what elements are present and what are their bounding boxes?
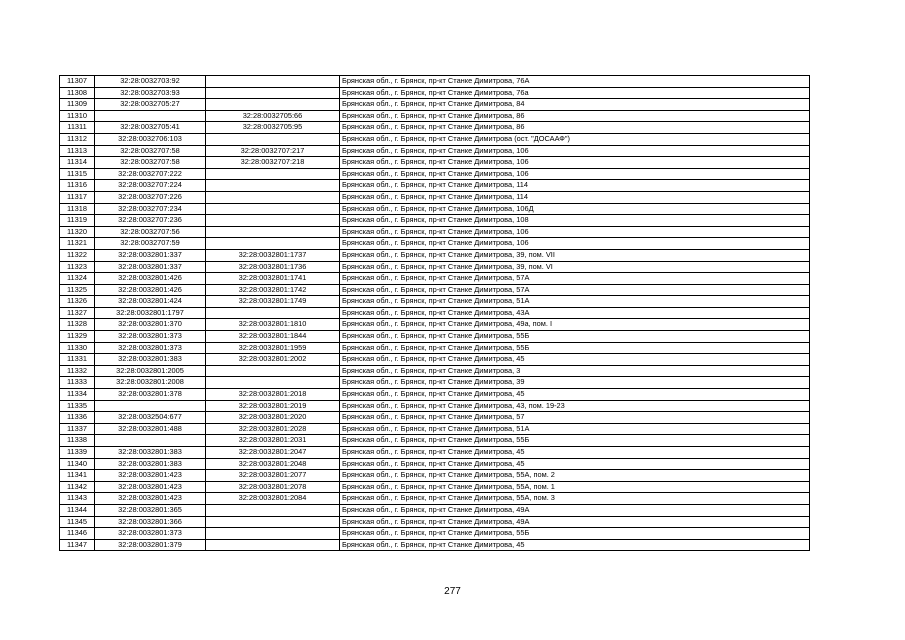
address-cell: Брянская обл., г. Брянск, пр-кт Станке Димитрова, 57А: [340, 273, 810, 285]
building-cadastral-number-cell: [206, 238, 340, 250]
land-cadastral-number-cell: 32:28:0032801:488: [95, 423, 206, 435]
building-cadastral-number-cell: 32:28:0032707:217: [206, 145, 340, 157]
land-cadastral-number-cell: 32:28:0032801:378: [95, 389, 206, 401]
address-cell: Брянская обл., г. Брянск, пр-кт Станке Димитрова, 39, пом. VI: [340, 261, 810, 273]
row-number-cell: 11321: [60, 238, 95, 250]
row-number-cell: 11312: [60, 133, 95, 145]
table-row: [60, 400, 810, 412]
building-cadastral-number-cell: 32:28:0032801:1844: [206, 331, 340, 343]
row-number-cell: 11336: [60, 412, 95, 424]
land-cadastral-number-cell: 32:28:0032801:373: [95, 331, 206, 343]
building-cadastral-number-cell: [206, 516, 340, 528]
row-number-cell: 11340: [60, 458, 95, 470]
building-cadastral-number-cell: 32:28:0032801:1742: [206, 284, 340, 296]
land-cadastral-number-cell: 32:28:0032801:383: [95, 458, 206, 470]
row-number-cell: 11341: [60, 470, 95, 482]
land-cadastral-number-cell: 32:28:0032707:234: [95, 203, 206, 215]
land-cadastral-number-cell: 32:28:0032801:423: [95, 493, 206, 505]
address-cell: Брянская обл., г. Брянск, пр-кт Станке Димитрова, 86: [340, 122, 810, 134]
address-cell: Брянская обл., г. Брянск, пр-кт Станке Димитрова, 49А: [340, 504, 810, 516]
table-row: [60, 342, 810, 354]
row-number-cell: 11319: [60, 215, 95, 227]
land-cadastral-number-cell: 32:28:0032801:423: [95, 481, 206, 493]
address-cell: Брянская обл., г. Брянск, пр-кт Станке Димитрова, 39: [340, 377, 810, 389]
page-number: 277: [444, 586, 461, 597]
land-cadastral-number-cell: 32:28:0032707:58: [95, 145, 206, 157]
land-cadastral-number-cell: 32:28:0032801:337: [95, 261, 206, 273]
table-row: [60, 319, 810, 331]
table-row: [60, 145, 810, 157]
building-cadastral-number-cell: [206, 76, 340, 88]
address-cell: Брянская обл., г. Брянск, пр-кт Станке Димитрова, 45: [340, 539, 810, 551]
building-cadastral-number-cell: 32:28:0032801:1959: [206, 342, 340, 354]
table-row: [60, 423, 810, 435]
building-cadastral-number-cell: 32:28:0032801:2078: [206, 481, 340, 493]
table-row: [60, 99, 810, 111]
building-cadastral-number-cell: 32:28:0032801:2031: [206, 435, 340, 447]
address-cell: Брянская обл., г. Брянск, пр-кт Станке Димитрова, 106: [340, 157, 810, 169]
building-cadastral-number-cell: 32:28:0032801:2047: [206, 447, 340, 459]
land-cadastral-number-cell: 32:28:0032707:224: [95, 180, 206, 192]
table-row: [60, 354, 810, 366]
table-row: [60, 110, 810, 122]
row-number-cell: 11343: [60, 493, 95, 505]
table-row: [60, 157, 810, 169]
address-cell: Брянская обл., г. Брянск, пр-кт Станке Димитрова, 43, пом. 19-23: [340, 400, 810, 412]
building-cadastral-number-cell: [206, 504, 340, 516]
address-cell: Брянская обл., г. Брянск, пр-кт Станке Димитрова, 55А, пом. 3: [340, 493, 810, 505]
row-number-cell: 11344: [60, 504, 95, 516]
row-number-cell: 11320: [60, 226, 95, 238]
row-number-cell: 11345: [60, 516, 95, 528]
table-row: [60, 296, 810, 308]
address-cell: Брянская обл., г. Брянск, пр-кт Станке Димитрова, 76а: [340, 87, 810, 99]
address-cell: Брянская обл., г. Брянск, пр-кт Станке Димитрова, 84: [340, 99, 810, 111]
table-row: [60, 133, 810, 145]
row-number-cell: 11338: [60, 435, 95, 447]
row-number-cell: 11318: [60, 203, 95, 215]
row-number-cell: 11311: [60, 122, 95, 134]
row-number-cell: 11342: [60, 481, 95, 493]
row-number-cell: 11327: [60, 307, 95, 319]
table-row: [60, 377, 810, 389]
row-number-cell: 11328: [60, 319, 95, 331]
land-cadastral-number-cell: 32:28:0032801:383: [95, 354, 206, 366]
land-cadastral-number-cell: 32:28:0032801:423: [95, 470, 206, 482]
table-row: [60, 284, 810, 296]
building-cadastral-number-cell: [206, 180, 340, 192]
table-row: [60, 76, 810, 88]
land-cadastral-number-cell: 32:28:0032707:59: [95, 238, 206, 250]
land-cadastral-number-cell: 32:28:0032707:58: [95, 157, 206, 169]
row-number-cell: 11333: [60, 377, 95, 389]
address-cell: Брянская обл., г. Брянск, пр-кт Станке Димитрова, 114: [340, 191, 810, 203]
land-cadastral-number-cell: 32:28:0032707:56: [95, 226, 206, 238]
table-row: [60, 307, 810, 319]
address-cell: Брянская обл., г. Брянск, пр-кт Станке Димитрова, 51А: [340, 423, 810, 435]
address-cell: Брянская обл., г. Брянск, пр-кт Станке Димитрова, 49А: [340, 516, 810, 528]
table-row: [60, 528, 810, 540]
row-number-cell: 11323: [60, 261, 95, 273]
land-cadastral-number-cell: [95, 110, 206, 122]
table-row: [60, 87, 810, 99]
building-cadastral-number-cell: [206, 203, 340, 215]
land-cadastral-number-cell: [95, 435, 206, 447]
address-cell: Брянская обл., г. Брянск, пр-кт Станке Димитрова, 45: [340, 458, 810, 470]
address-cell: Брянская обл., г. Брянск, пр-кт Станке Димитрова, 55Б: [340, 342, 810, 354]
land-cadastral-number-cell: 32:28:0032707:222: [95, 168, 206, 180]
building-cadastral-number-cell: [206, 528, 340, 540]
land-cadastral-number-cell: 32:28:0032801:370: [95, 319, 206, 331]
address-cell: Брянская обл., г. Брянск, пр-кт Станке Димитрова, 51А: [340, 296, 810, 308]
table-row: [60, 168, 810, 180]
land-cadastral-number-cell: 32:28:0032703:92: [95, 76, 206, 88]
building-cadastral-number-cell: 32:28:0032801:2019: [206, 400, 340, 412]
row-number-cell: 11331: [60, 354, 95, 366]
row-number-cell: 11325: [60, 284, 95, 296]
address-cell: Брянская обл., г. Брянск, пр-кт Станке Димитрова, 55А, пом. 1: [340, 481, 810, 493]
row-number-cell: 11347: [60, 539, 95, 551]
address-cell: Брянская обл., г. Брянск, пр-кт Станке Димитрова, 45: [340, 354, 810, 366]
row-number-cell: 11334: [60, 389, 95, 401]
land-cadastral-number-cell: 32:28:0032706:103: [95, 133, 206, 145]
address-cell: Брянская обл., г. Брянск, пр-кт Станке Димитрова, 106: [340, 238, 810, 250]
table-row: [60, 493, 810, 505]
building-cadastral-number-cell: [206, 539, 340, 551]
row-number-cell: 11337: [60, 423, 95, 435]
table-row: [60, 365, 810, 377]
row-number-cell: 11332: [60, 365, 95, 377]
land-cadastral-number-cell: 32:28:0032707:226: [95, 191, 206, 203]
building-cadastral-number-cell: [206, 87, 340, 99]
table-row: [60, 504, 810, 516]
table-row: [60, 238, 810, 250]
table-row: [60, 516, 810, 528]
building-cadastral-number-cell: 32:28:0032801:2028: [206, 423, 340, 435]
address-cell: Брянская обл., г. Брянск, пр-кт Станке Димитрова, 3: [340, 365, 810, 377]
land-cadastral-number-cell: 32:28:0032705:41: [95, 122, 206, 134]
row-number-cell: 11307: [60, 76, 95, 88]
building-cadastral-number-cell: 32:28:0032801:2048: [206, 458, 340, 470]
address-cell: Брянская обл., г. Брянск, пр-кт Станке Димитрова, 106: [340, 226, 810, 238]
table-row: [60, 273, 810, 285]
address-cell: Брянская обл., г. Брянск, пр-кт Станке Димитрова, 39, пом. VII: [340, 249, 810, 261]
land-cadastral-number-cell: 32:28:0032801:2008: [95, 377, 206, 389]
building-cadastral-number-cell: [206, 99, 340, 111]
row-number-cell: 11316: [60, 180, 95, 192]
building-cadastral-number-cell: 32:28:0032801:2020: [206, 412, 340, 424]
address-cell: Брянская обл., г. Брянск, пр-кт Станке Димитрова, 45: [340, 389, 810, 401]
row-number-cell: 11339: [60, 447, 95, 459]
building-cadastral-number-cell: [206, 191, 340, 203]
building-cadastral-number-cell: [206, 168, 340, 180]
building-cadastral-number-cell: 32:28:0032801:1810: [206, 319, 340, 331]
land-cadastral-number-cell: 32:28:0032801:379: [95, 539, 206, 551]
building-cadastral-number-cell: 32:28:0032801:2077: [206, 470, 340, 482]
land-cadastral-number-cell: 32:28:0032801:1797: [95, 307, 206, 319]
address-cell: Брянская обл., г. Брянск, пр-кт Станке Димитрова, 106Д: [340, 203, 810, 215]
address-cell: Брянская обл., г. Брянск, пр-кт Станке Димитрова, 43А: [340, 307, 810, 319]
register-table: [59, 75, 810, 551]
row-number-cell: 11346: [60, 528, 95, 540]
row-number-cell: 11329: [60, 331, 95, 343]
table-row: [60, 122, 810, 134]
address-cell: Брянская обл., г. Брянск, пр-кт Станке Димитрова, 55Б: [340, 331, 810, 343]
row-number-cell: 11315: [60, 168, 95, 180]
table-row: [60, 470, 810, 482]
row-number-cell: 11335: [60, 400, 95, 412]
address-cell: Брянская обл., г. Брянск, пр-кт Станке Димитрова, 57А: [340, 284, 810, 296]
land-cadastral-number-cell: [95, 400, 206, 412]
row-number-cell: 11309: [60, 99, 95, 111]
land-cadastral-number-cell: 32:28:0032801:424: [95, 296, 206, 308]
land-cadastral-number-cell: 32:28:0032801:383: [95, 447, 206, 459]
building-cadastral-number-cell: 32:28:0032801:1749: [206, 296, 340, 308]
address-cell: Брянская обл., г. Брянск, пр-кт Станке Димитрова, 45: [340, 447, 810, 459]
address-cell: Брянская обл., г. Брянск, пр-кт Станке Димитрова, 76А: [340, 76, 810, 88]
row-number-cell: 11317: [60, 191, 95, 203]
building-cadastral-number-cell: 32:28:0032705:95: [206, 122, 340, 134]
row-number-cell: 11308: [60, 87, 95, 99]
land-cadastral-number-cell: 32:28:0032801:366: [95, 516, 206, 528]
register-table-body: [60, 76, 810, 551]
row-number-cell: 11330: [60, 342, 95, 354]
land-cadastral-number-cell: 32:28:0032801:373: [95, 342, 206, 354]
address-cell: Брянская обл., г. Брянск, пр-кт Станке Димитрова, 106: [340, 168, 810, 180]
building-cadastral-number-cell: 32:28:0032801:1737: [206, 249, 340, 261]
land-cadastral-number-cell: 32:28:0032801:337: [95, 249, 206, 261]
table-row: [60, 226, 810, 238]
land-cadastral-number-cell: 32:28:0032801:426: [95, 273, 206, 285]
address-cell: Брянская обл., г. Брянск, пр-кт Станке Димитрова, 106: [340, 145, 810, 157]
table-row: [60, 261, 810, 273]
building-cadastral-number-cell: [206, 133, 340, 145]
row-number-cell: 11314: [60, 157, 95, 169]
row-number-cell: 11310: [60, 110, 95, 122]
address-cell: Брянская обл., г. Брянск, пр-кт Станке Димитрова, 114: [340, 180, 810, 192]
building-cadastral-number-cell: 32:28:0032801:2002: [206, 354, 340, 366]
address-cell: Брянская обл., г. Брянск, пр-кт Станке Димитрова (ост. "ДОСААФ"): [340, 133, 810, 145]
land-cadastral-number-cell: 32:28:0032801:2005: [95, 365, 206, 377]
building-cadastral-number-cell: 32:28:0032801:1736: [206, 261, 340, 273]
table-row: [60, 539, 810, 551]
table-row: [60, 481, 810, 493]
table-row: [60, 331, 810, 343]
row-number-cell: 11326: [60, 296, 95, 308]
address-cell: Брянская обл., г. Брянск, пр-кт Станке Димитрова, 55Б: [340, 435, 810, 447]
land-cadastral-number-cell: 32:28:0032504:677: [95, 412, 206, 424]
building-cadastral-number-cell: [206, 365, 340, 377]
land-cadastral-number-cell: 32:28:0032801:373: [95, 528, 206, 540]
address-cell: Брянская обл., г. Брянск, пр-кт Станке Димитрова, 55А, пом. 2: [340, 470, 810, 482]
table-row: [60, 203, 810, 215]
building-cadastral-number-cell: [206, 307, 340, 319]
building-cadastral-number-cell: [206, 215, 340, 227]
land-cadastral-number-cell: 32:28:0032707:236: [95, 215, 206, 227]
building-cadastral-number-cell: 32:28:0032705:66: [206, 110, 340, 122]
building-cadastral-number-cell: [206, 226, 340, 238]
building-cadastral-number-cell: 32:28:0032801:2018: [206, 389, 340, 401]
land-cadastral-number-cell: 32:28:0032705:27: [95, 99, 206, 111]
row-number-cell: 11313: [60, 145, 95, 157]
table-row: [60, 389, 810, 401]
row-number-cell: 11322: [60, 249, 95, 261]
table-row: [60, 435, 810, 447]
land-cadastral-number-cell: 32:28:0032801:426: [95, 284, 206, 296]
land-cadastral-number-cell: 32:28:0032703:93: [95, 87, 206, 99]
building-cadastral-number-cell: 32:28:0032801:2084: [206, 493, 340, 505]
address-cell: Брянская обл., г. Брянск, пр-кт Станке Димитрова, 108: [340, 215, 810, 227]
land-cadastral-number-cell: 32:28:0032801:365: [95, 504, 206, 516]
table-row: [60, 215, 810, 227]
row-number-cell: 11324: [60, 273, 95, 285]
table-row: [60, 191, 810, 203]
table-row: [60, 447, 810, 459]
address-cell: Брянская обл., г. Брянск, пр-кт Станке Димитрова, 55Б: [340, 528, 810, 540]
table-row: [60, 180, 810, 192]
address-cell: Брянская обл., г. Брянск, пр-кт Станке Димитрова, 57: [340, 412, 810, 424]
address-cell: Брянская обл., г. Брянск, пр-кт Станке Димитрова, 49а, пом. I: [340, 319, 810, 331]
table-row: [60, 412, 810, 424]
address-cell: Брянская обл., г. Брянск, пр-кт Станке Димитрова, 86: [340, 110, 810, 122]
table-row: [60, 458, 810, 470]
building-cadastral-number-cell: 32:28:0032801:1741: [206, 273, 340, 285]
building-cadastral-number-cell: 32:28:0032707:218: [206, 157, 340, 169]
table-row: [60, 249, 810, 261]
building-cadastral-number-cell: [206, 377, 340, 389]
